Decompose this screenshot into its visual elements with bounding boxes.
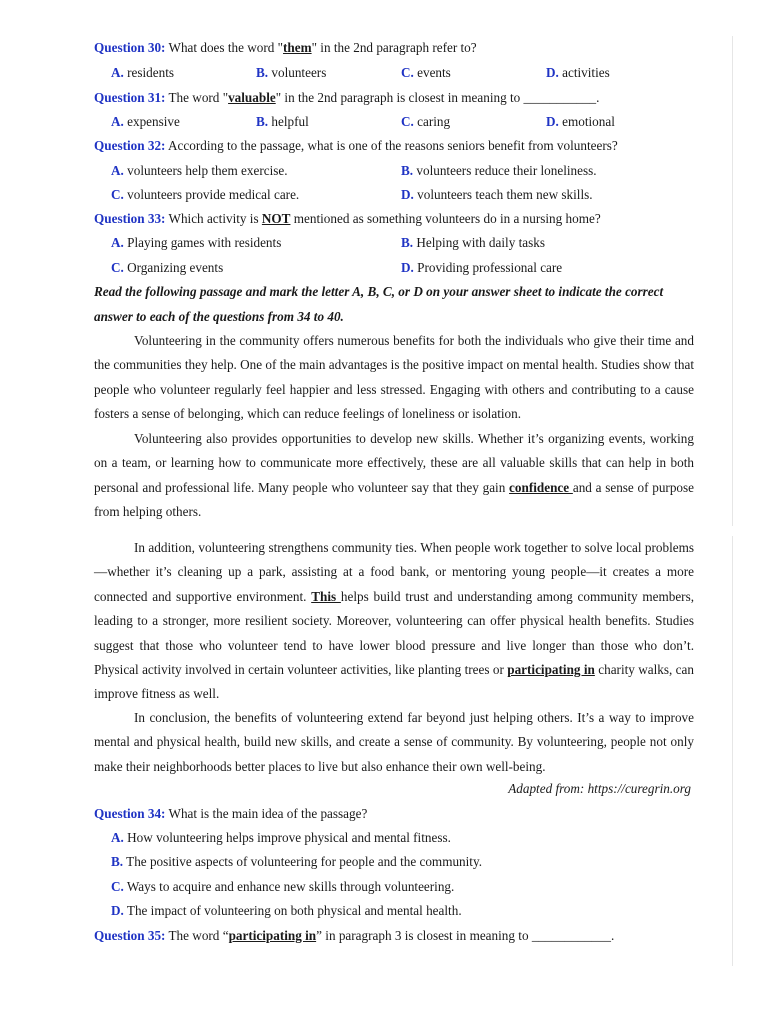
question-number: Question 33: [94,211,166,226]
keyword: confidence [509,479,573,495]
instruction-line-2: answer to each of the questions from 34 to 40. [94,309,344,324]
question-31: Question 31: The word "valuable" in the 2nd paragraph is closest in meaning to ___________. [94,90,600,105]
option-b: B. Helping with daily tasks [401,235,545,250]
source-citation: Adapted from: https://curegrin.org [508,781,691,796]
keyword: participating in [507,662,595,678]
question-34: Question 34: What is the main idea of the passage? [94,806,368,821]
keyword: valuable [228,90,276,105]
option-d: D. Providing professional care [401,260,563,275]
option-d: D. The impact of volunteering on both physical and mental health. [111,903,462,918]
option-c: C. Organizing events [111,260,224,275]
option-a: A. volunteers help them exercise. [111,163,288,178]
keyword: This [311,588,341,604]
option-b: B. helpful [256,114,309,129]
option-b: B. The positive aspects of volunteering for people and the community. [111,854,482,869]
passage-paragraph-1: Volunteering in the community offers numerous benefits for both the individuals who give their time and the communities they help. One of the main advantages is the positive impact on mental health. Studies show that people who volunteer regularly feel happier and less stressed. Engaging with others and contributing to a cause fosters a sense of belonging, which can reduce feelings of loneliness or isolation. [94,333,694,422]
option-a: A. How volunteering helps improve physical and mental fitness. [111,830,451,845]
question-32: Question 32: According to the passage, what is one of the reasons seniors benefit from volunteers? [94,138,618,153]
option-c: C. Ways to acquire and enhance new skills through volunteering. [111,879,455,894]
question-number: Question 30: [94,40,166,55]
question-30: Question 30: What does the word "them" in the 2nd paragraph refer to? [94,40,477,55]
question-number: Question 32: [94,138,166,153]
option-d: D. emotional [546,114,615,129]
question-number: Question 31: [94,90,166,105]
option-d: D. volunteers teach them new skills. [401,187,593,202]
option-c: C. caring [401,114,451,129]
option-a: A. expensive [111,114,180,129]
question-35: Question 35: The word “participating in” in paragraph 3 is closest in meaning to ____________. [94,928,615,943]
option-b: B. volunteers reduce their loneliness. [401,163,597,178]
instruction-line-1: Read the following passage and mark the letter A, B, C, or D on your answer sheet to indicate the correct [94,284,664,299]
option-b: B. volunteers [256,65,327,80]
question-33: Question 33: Which activity is NOT mentioned as something volunteers do in a nursing home? [94,211,601,226]
option-a: A. Playing games with residents [111,235,282,250]
option-a: A. residents [111,65,175,80]
keyword: participating in [228,928,317,943]
option-d: D. activities [546,65,610,80]
keyword: NOT [261,211,291,226]
question-number: Question 35: [94,928,166,943]
option-c: C. events [401,65,451,80]
passage-paragraph-4: In conclusion, the benefits of volunteering extend far beyond just helping others. It’s a way to improve mental and physical health, build new skills, and create a sense of community. By volunteering, people not only make their neighborhoods better places to live but also enhance their own well-being. [94,710,694,774]
question-number: Question 34: [94,806,166,821]
passage-paragraph-3: In addition, volunteering strengthens community ties. When people work together to solve local problems—whether it’s cleaning up a park, assisting at a food bank, or mentoring young people—it creates a more connected and supportive environment. This helps build trust and understanding among community members, leading to a stronger, more resilient society. Moreover, volunteering can offer physical health benefits. Studies suggest that those who volunteer tend to have lower blood pressure and live longer than those who don’t. Physical activity involved in certain volunteer activities, like planting trees or participating in charity walks, can improve fitness as well. [94,540,694,702]
page-edge-top [732,36,733,526]
keyword: them [283,40,312,55]
option-c: C. volunteers provide medical care. [111,187,300,202]
passage-paragraph-2: Volunteering also provides opportunities to develop new skills. Whether it’s organizing events, working on a team, or learning how to communicate more effectively, these are all valuable skills that can help in both personal and professional life. Many people who volunteer say that they gain confidence and a sense of purpose from helping others. [94,431,694,520]
page-edge-bottom [732,536,733,966]
